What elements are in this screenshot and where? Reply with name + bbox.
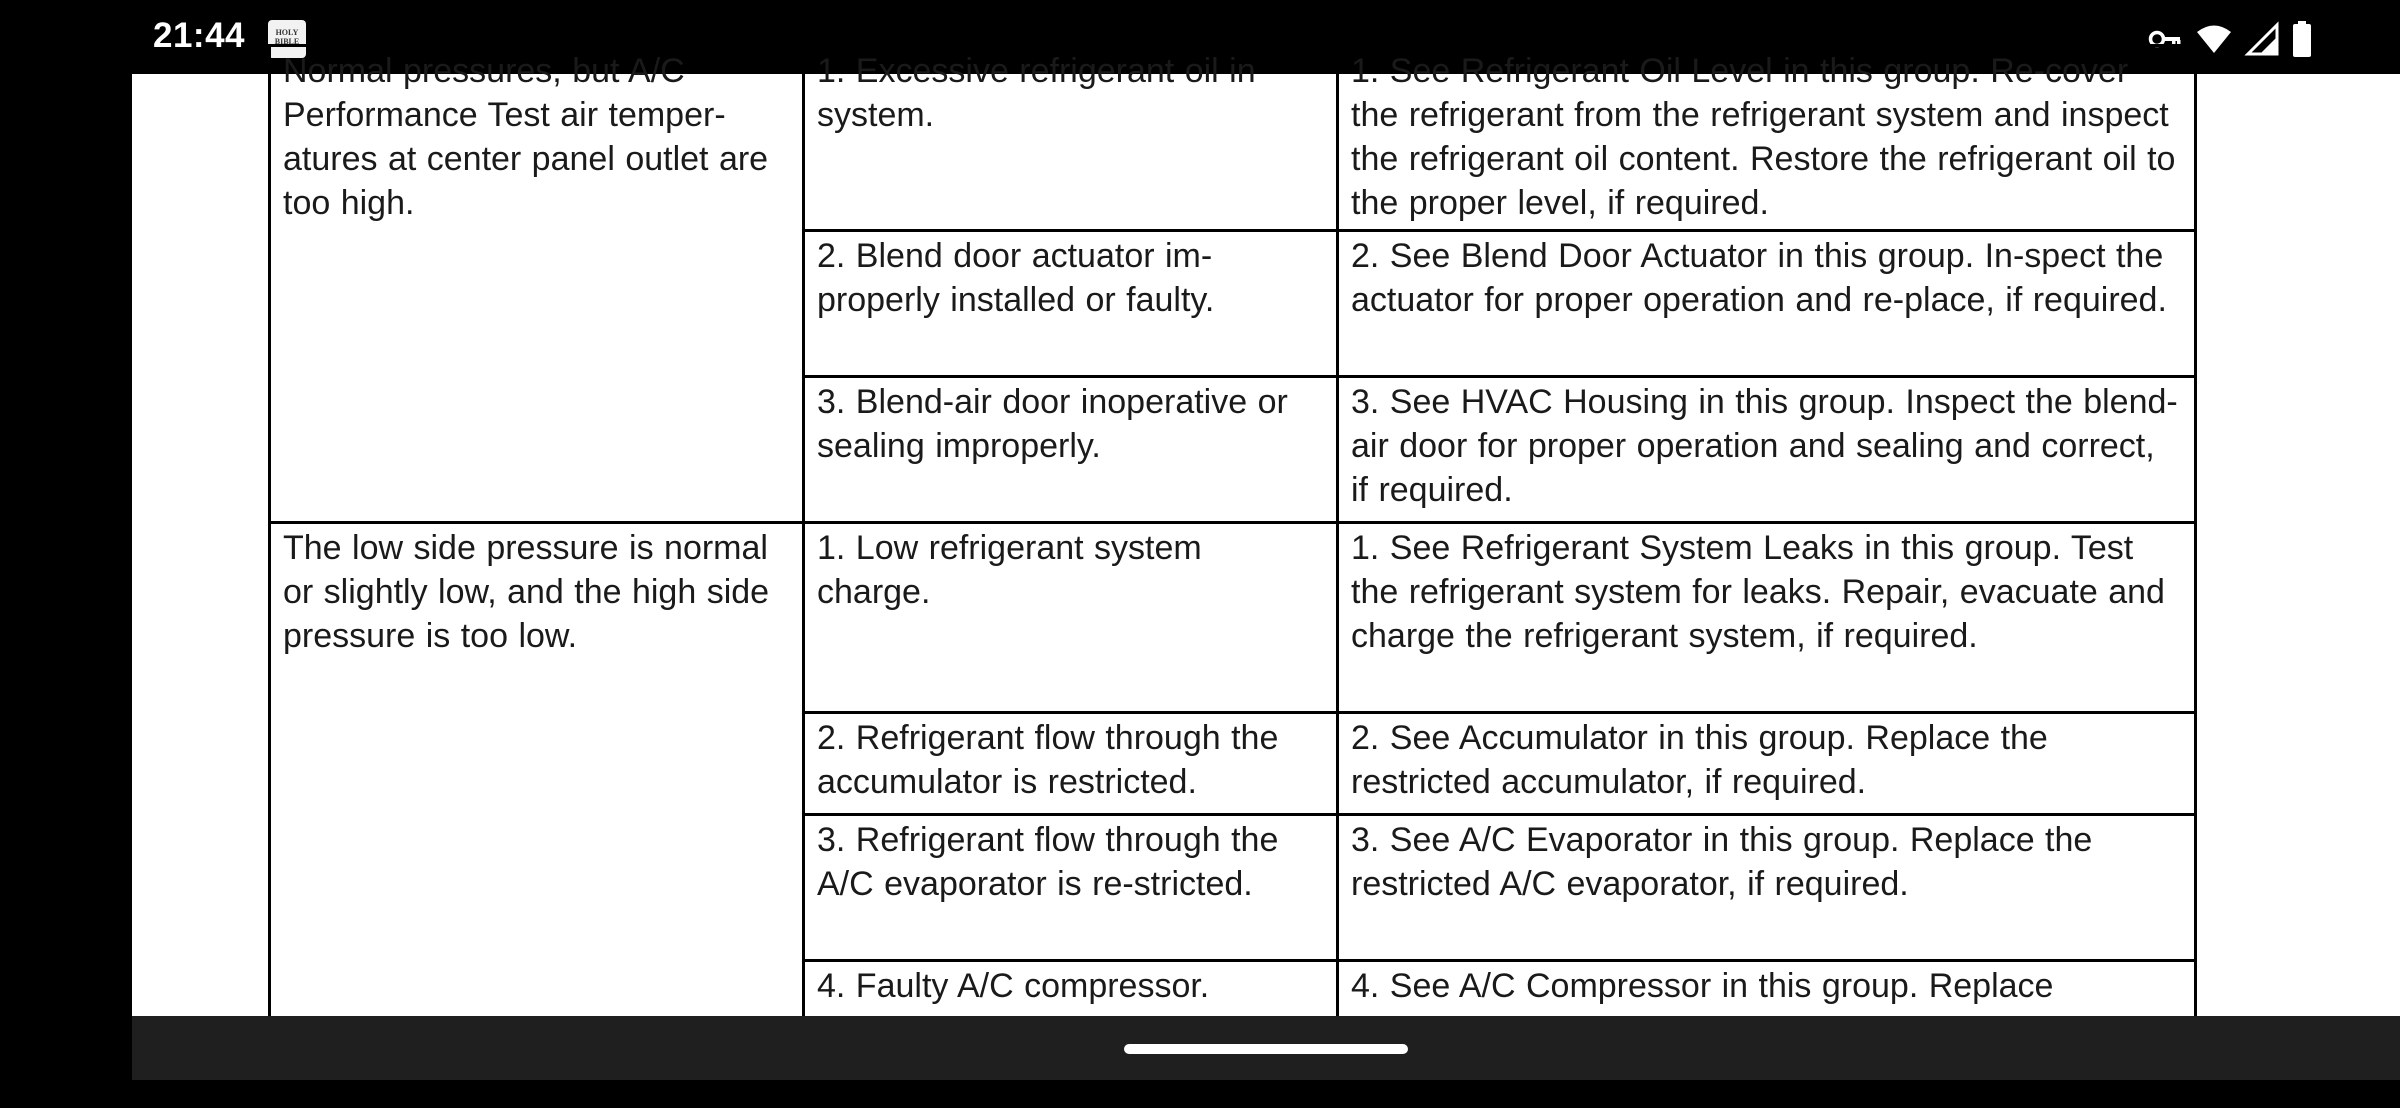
correction-cell: 3. See A/C Evaporator in this group. Replace the restricted A/C evaporator, if required. [1338, 815, 2196, 961]
cause-cell: 2. Blend door actuator im-properly installed or faulty. [804, 231, 1338, 377]
document-page[interactable] [132, 52, 2400, 1016]
table-row [270, 46, 2196, 231]
condition-cell: The low side pressure is normal or slightly low, and the high side pressure is too low. [270, 523, 804, 1107]
cause-cell: 3. Blend-air door inoperative or sealing improperly. [804, 377, 1338, 523]
left-inset [0, 74, 132, 1080]
cellular-signal-icon [2246, 23, 2278, 55]
cause-cell: 3. Refrigerant flow through the A/C evaporator is re-stricted. [804, 815, 1338, 961]
diagnosis-table [268, 44, 2197, 1108]
correction-cell: 2. See Accumulator in this group. Replace the restricted accumulator, if required. [1338, 713, 2196, 815]
correction-cell: 1. See Refrigerant Oil Level in this group. Re-cover the refrigerant from the refrigerant system and inspect the refrigerant oil content. Restore the refrigerant oil to the proper level, if required. [1338, 46, 2196, 231]
cause-cell: 4. Faulty A/C compressor. [804, 961, 1338, 1107]
status-time: 21:44 [153, 16, 246, 55]
correction-cell: 4. See A/C Compressor in this group. Replace [1338, 961, 2196, 1107]
table-row [270, 523, 2196, 713]
correction-cell: 2. See Blend Door Actuator in this group. In-spect the actuator for proper operation and re-place, if required. [1338, 231, 2196, 377]
bible-app-icon: HOLY BIBLE [268, 20, 306, 58]
correction-cell: 1. See Refrigerant System Leaks in this group. Test the refrigerant system for leaks. Repair, evacuate and charge the refrigerant system, if required. [1338, 523, 2196, 713]
correction-cell: 3. See HVAC Housing in this group. Inspect the blend-air door for proper operation and sealing and correct, if required. [1338, 377, 2196, 523]
cause-cell: 2. Refrigerant flow through the accumulator is restricted. [804, 713, 1338, 815]
condition-cell: Normal pressures, but A/C Performance Test air temper-atures at center panel outlet are too high. [270, 46, 804, 523]
home-gesture-handle[interactable] [1124, 1044, 1408, 1054]
cause-cell: 1. Excessive refrigerant oil in system. [804, 46, 1338, 231]
wifi-icon [2196, 24, 2232, 54]
cause-cell: 1. Low refrigerant system charge. [804, 523, 1338, 713]
battery-icon [2292, 21, 2312, 57]
